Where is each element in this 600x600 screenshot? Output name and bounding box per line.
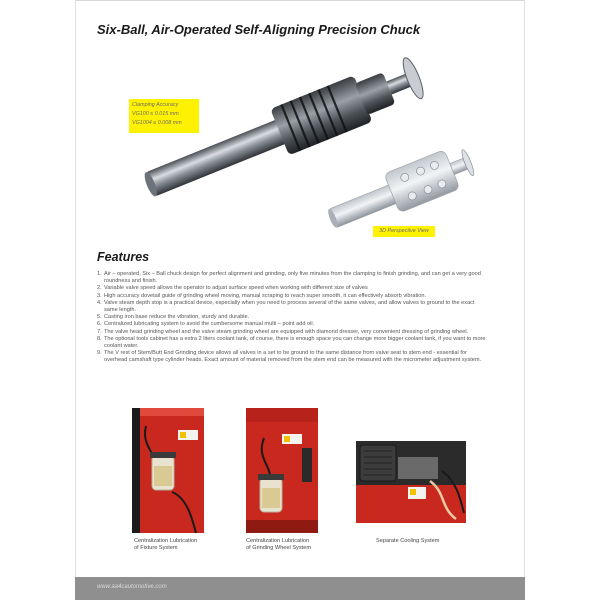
fixture-lubrication-caption bbox=[134, 538, 197, 552]
footer-url[interactable]: www.aa4cautomotive.com bbox=[97, 584, 167, 590]
feature-number: 2. bbox=[97, 285, 102, 292]
feature-item bbox=[97, 336, 489, 350]
feature-number: 1. bbox=[97, 271, 102, 277]
page-top-rule bbox=[75, 0, 525, 1]
chuck-illustration bbox=[120, 45, 480, 245]
callout-heading: Clamping Accuracy bbox=[132, 102, 179, 108]
footer-band bbox=[75, 577, 525, 600]
feature-item bbox=[97, 293, 489, 300]
feature-text: High accuracy dovetail guide of grinding wheel moving, manual scraping to reach super smooth, it can effectively absorb vibration. bbox=[104, 292, 427, 299]
feature-item bbox=[97, 350, 489, 364]
feature-text: Centralized lubricating system to avoid the cumbersome manual multi – point add oil. bbox=[104, 321, 315, 328]
page-left-rule bbox=[75, 0, 76, 600]
caption-line: of Grinding Wheel System bbox=[246, 545, 311, 551]
feature-text: The optional tools cabinet has a extra 2 liters coolant tank, of course, there is enough space you can change more bigger coolant tank, if you want to more coolant water. bbox=[104, 335, 486, 350]
feature-item bbox=[97, 314, 489, 321]
fixture-lubrication-photo bbox=[132, 408, 204, 533]
feature-text: Valve steam depth stop is a practical device, especially when you need to process several of the same valves, and allow valves to ground to the exact same length. bbox=[104, 299, 475, 314]
feature-number: 6. bbox=[97, 321, 102, 328]
perspective-view-label: 3D Perspective View bbox=[373, 226, 435, 237]
cooling-system-caption bbox=[376, 538, 439, 545]
feature-item bbox=[97, 271, 489, 285]
features-list bbox=[97, 271, 489, 365]
caption-line: of Fixture System bbox=[134, 545, 178, 551]
feature-text: Air – operated, Six – Ball chuck design for perfect alignment and grinding, only five minutes from the clamping to finish grinding, and can get a very good roundness and finish. bbox=[104, 271, 481, 285]
grinding-wheel-lubrication-caption bbox=[246, 538, 311, 552]
feature-item bbox=[97, 300, 489, 314]
callout-line: VG100 ≤ 0.015 mm bbox=[132, 111, 179, 117]
cooling-system-photo bbox=[356, 441, 466, 523]
feature-item bbox=[97, 285, 489, 292]
feature-text: The valve head grinding wheel and the valve steam grinding wheel are equipped with diamond dresser, very convenient dressing of grinding wheel. bbox=[104, 328, 469, 335]
feature-text: The V rest of Stem/Butt End Grinding device allows all valves in a set to be ground to the same distance from valve seat to stem end - essential for overhead camshaft type cylinder heads. Exact amount of material removed from the stem end can be measured with the micrometer adjustment system. bbox=[104, 350, 482, 364]
feature-number: 9. bbox=[97, 350, 102, 357]
feature-text: Variable valve speed allows the operator to adjust surface speed when working with different size of valves bbox=[104, 285, 368, 292]
callout-line: VG1004 ≤ 0.008 mm bbox=[132, 120, 182, 126]
feature-number: 7. bbox=[97, 328, 102, 335]
caption-line: Centralization Lubrication bbox=[134, 538, 198, 544]
feature-number: 3. bbox=[97, 292, 102, 299]
caption-line: Separate Cooling System bbox=[376, 538, 440, 544]
feature-number: 5. bbox=[97, 314, 102, 321]
feature-item bbox=[97, 329, 489, 336]
clamping-accuracy-callout bbox=[129, 99, 199, 133]
page-right-rule bbox=[524, 0, 525, 600]
feature-item bbox=[97, 321, 489, 328]
feature-number: 8. bbox=[97, 335, 102, 342]
perspective-chuck bbox=[322, 142, 479, 238]
feature-text: Casting iron base reduce the vibration, sturdy and durable. bbox=[104, 314, 250, 321]
features-heading: Features bbox=[97, 250, 150, 264]
feature-number: 4. bbox=[97, 299, 102, 306]
page-title: Six-Ball, Air-Operated Self-Aligning Precision Chuck bbox=[97, 22, 421, 37]
caption-line: Centralization Lubrication bbox=[246, 538, 310, 544]
grinding-wheel-lubrication-photo bbox=[246, 408, 318, 533]
